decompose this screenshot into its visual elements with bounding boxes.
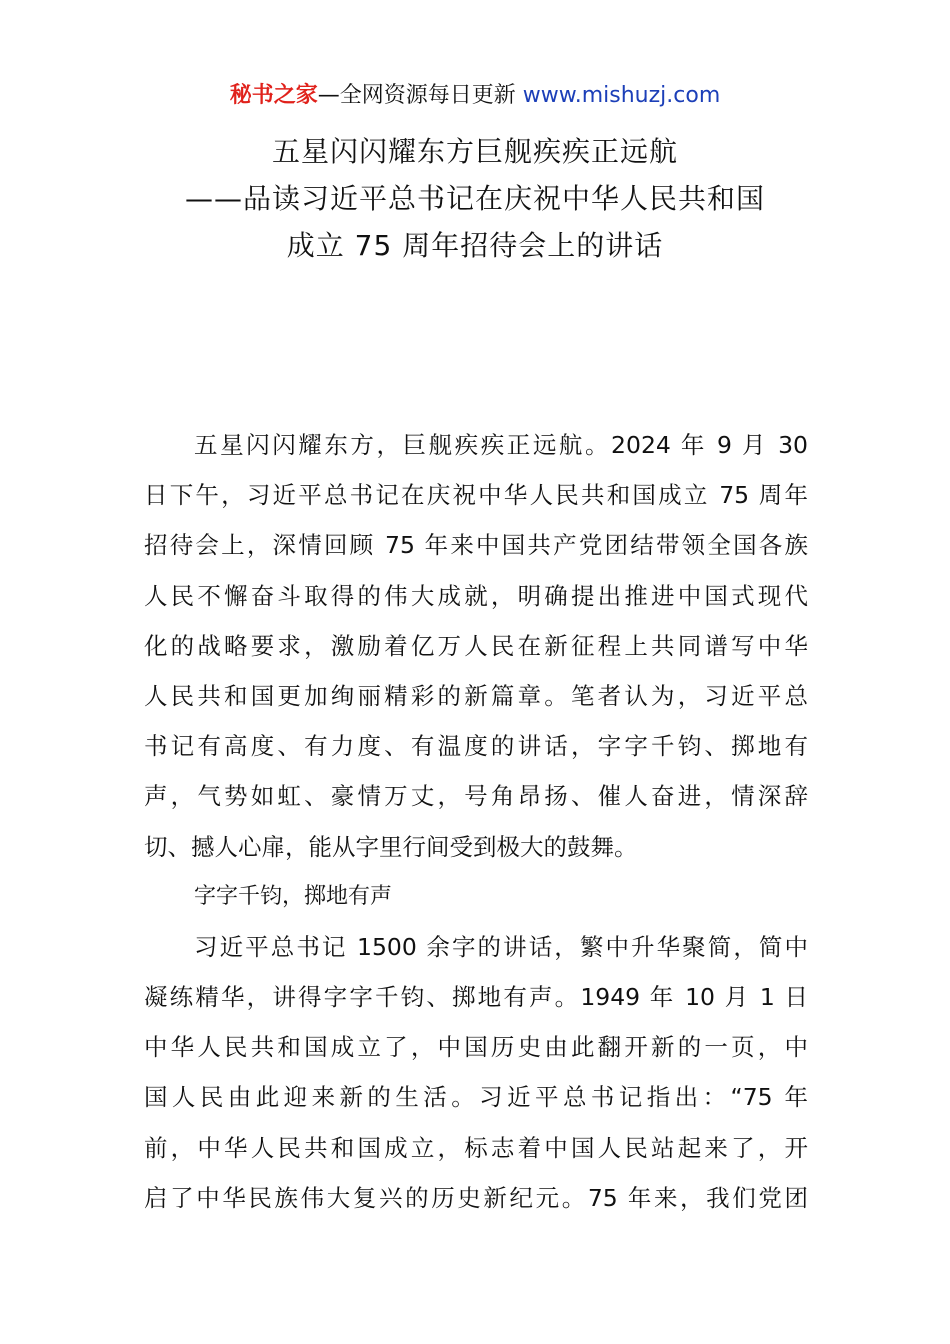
title-line-3: 成立 75 周年招待会上的讲话 (286, 229, 664, 262)
body-line: 启了中华民族伟大复兴的历史新纪元。75 年来，我们党团 (144, 1183, 808, 1212)
title-line-2: ——品读习近平总书记在庆祝中华人民共和国 (184, 182, 765, 215)
body-line: 前，中华人民共和国成立，标志着中国人民站起来了，开 (144, 1133, 808, 1162)
body-line: 日下午，习近平总书记在庆祝中华人民共和国成立 75 周年 (144, 481, 808, 510)
body-line: 国人民由此迎来新的生活。习近平总书记指出：“75 年 (144, 1083, 808, 1112)
body-line: 书记有高度、有力度、有温度的讲话，字字千钧、掷地有 (144, 732, 808, 761)
body-line: 切、撼人心扉，能从字里行间受到极大的鼓舞。 (144, 832, 638, 861)
body-line: 人民不懈奋斗取得的伟大成就，明确提出推进中国式现代 (144, 581, 808, 610)
body-line: 招待会上，深情回顾 75 年来中国共产党团结带领全国各族 (144, 531, 808, 560)
body-line: 人民共和国更加绚丽精彩的新篇章。笔者认为，习近平总 (144, 681, 808, 710)
site-brand: 秘书之家 (229, 83, 318, 108)
body-line: 声，气势如虹、豪情万丈，号角昂扬、催人奋进，情深辞 (144, 782, 808, 811)
body-line: 五星闪闪耀东方，巨舰疾疾正远航。2024 年 9 月 30 (194, 431, 808, 459)
article-body (144, 420, 808, 1223)
site-url-link[interactable]: www.mishuzj.com (522, 83, 721, 108)
site-tagline: —全网资源每日更新 (317, 83, 523, 108)
body-line: 习近平总书记 1500 余字的讲话，繁中升华聚简，简中 (194, 932, 808, 961)
article-title (0, 128, 950, 269)
body-line: 凝练精华，讲得字字千钧、掷地有声。1949 年 10 月 1 日 (144, 983, 808, 1012)
section-heading: 字字千钧，掷地有声 (194, 883, 393, 909)
body-line: 化的战略要求，激励着亿万人民在新征程上共同谱写中华 (144, 631, 808, 660)
site-header (0, 80, 950, 112)
title-line-1: 五星闪闪耀东方巨舰疾疾正远航 (271, 135, 678, 168)
body-line: 中华人民共和国成立了，中国历史由此翻开新的一页，中 (144, 1033, 808, 1062)
